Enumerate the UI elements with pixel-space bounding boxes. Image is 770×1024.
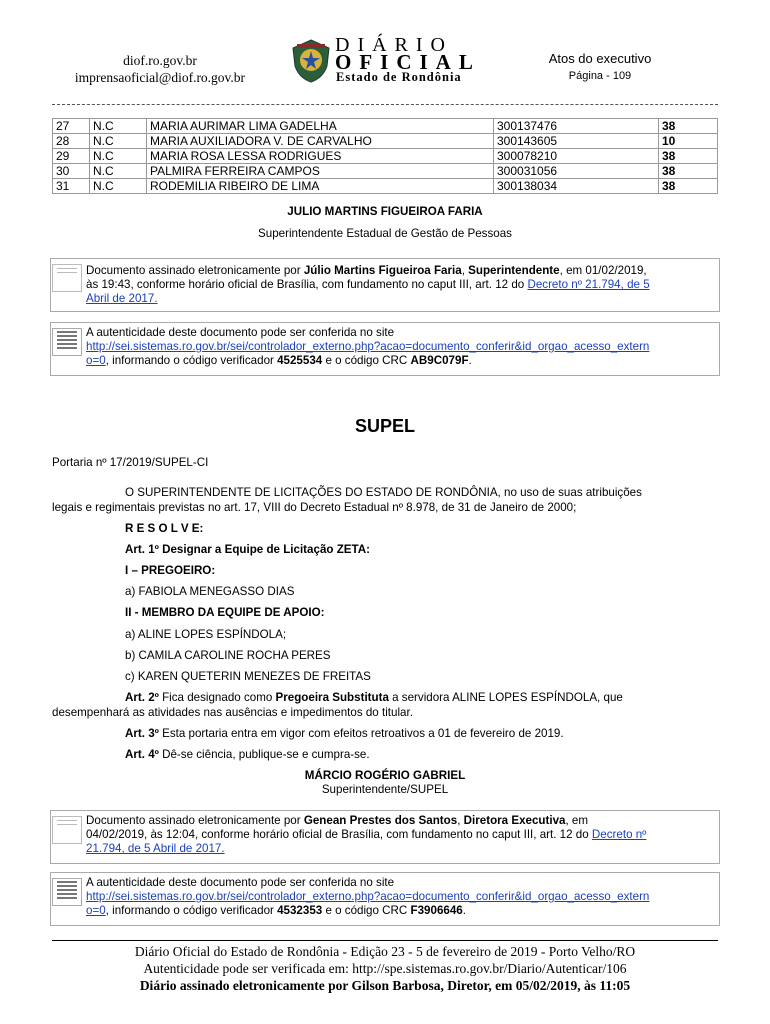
brand-oficial: OFICIAL [335,50,481,74]
brand-estado: Estado de Rondônia [336,70,462,84]
sei-link-1[interactable]: http://sei.sistemas.ro.gov.br/sei/controlador_externo.php?acao=documento_conferir&id_orgao_acesso_extern [86,340,650,353]
qr-code-icon [52,328,82,356]
item-ii-heading: II - MEMBRO DA EQUIPE DE APOIO: [125,606,325,619]
auth1-line3: o=0, informando o código verificador 4525534 e o código CRC AB9C079F. [86,354,472,367]
page-footer [52,940,718,994]
doc2-line3 [86,841,225,857]
table-cell: 38 [659,149,718,164]
sei-link-1b[interactable]: o=0 [86,354,106,367]
table-cell: N.C [90,164,147,179]
signer-role-1: Superintendente Estadual de Gestão de Pessoas [258,227,512,240]
signer-name-2: MÁRCIO ROGÉRIO GABRIEL [304,769,466,782]
article-2-line2: desempenhará as atividades nas ausências e impedimentos do titular. [52,706,413,719]
table-cell: 300031056 [494,164,659,179]
table-cell: 29 [53,149,90,164]
server-list-table [52,118,718,194]
item-ii-c: c) KAREN QUETERIN MENEZES DE FREITAS [125,670,371,683]
table-row [53,134,718,149]
table-cell: 30 [53,164,90,179]
decree-link-1[interactable]: Decreto nº 21.794, de 5 [527,278,650,291]
footer-edition: Diário Oficial do Estado de Rondônia - Edição 23 - 5 de fevereiro de 2019 - Porto Velho/RO [134,944,636,959]
sei-link-2b[interactable]: o=0 [86,904,106,917]
site-url[interactable]: diof.ro.gov.br [123,53,197,68]
doc2-line1: Documento assinado eletronicamente por Genean Prestes dos Santos, Diretora Executiva, em [86,814,589,827]
section-heading-supel: SUPEL [354,416,415,436]
table-row [53,119,718,134]
brand-diario: DIÁRIO [335,34,453,56]
table-cell: MARIA AURIMAR LIMA GADELHA [147,119,494,134]
preamble-line1: O SUPERINTENDENTE DE LICITAÇÕES DO ESTADO DE RONDÔNIA, no uso de suas atribuições [125,486,642,499]
table-cell: 10 [659,134,718,149]
page-number: Página - 109 [568,70,632,82]
table-cell: 28 [53,134,90,149]
table-cell: N.C [90,149,147,164]
table-cell: 300138034 [494,179,659,194]
article-2-line1: Art. 2º Fica designado como Pregoeira Substituta a servidora ALINE LOPES ESPÍNDOLA, que [125,691,623,704]
footer-signature: Diário assinado eletronicamente por Gilson Barbosa, Diretor, em 05/02/2019, às 11:05 [139,978,631,993]
decree-link-1b[interactable]: Abril de 2017. [86,292,158,305]
item-i-a: a) FABIOLA MENEGASSO DIAS [125,585,295,598]
article-3: Art. 3º Esta portaria entra em vigor com efeitos retroativos a 01 de fevereiro de 2019. [125,727,564,740]
article-1: Art. 1º Designar a Equipe de Licitação ZETA: [125,543,370,556]
table-cell: 38 [659,119,718,134]
doc2-line2: 04/02/2019, às 12:04, conforme horário oficial de Brasília, com fundamento no caput III, art. 12 do Decreto nº [86,828,647,841]
signer-role-2: Superintendente/SUPEL [321,783,449,796]
table-cell: N.C [90,119,147,134]
table-cell: MARIA ROSA LESSA RODRIGUES [147,149,494,164]
doc1-line2: às 19:43, conforme horário oficial de Brasília, com fundamento no caput III, art. 12 do Decreto nº 21.794, de 5 [86,278,650,291]
decree-link-2[interactable]: Decreto nº [591,828,647,841]
auth2-line1: A autenticidade deste documento pode ser conferida no site [86,876,395,889]
table-cell: 300137476 [494,119,659,134]
table-cell: 300143605 [494,134,659,149]
portaria-number: Portaria nº 17/2019/SUPEL-CI [52,456,209,469]
resolve-heading: R E S O L V E: [125,522,204,535]
header-contact [55,52,265,86]
table-cell: PALMIRA FERREIRA CAMPOS [147,164,494,179]
footer-authenticity: Autenticidade pode ser verificada em: http://spe.sistemas.ro.gov.br/Diario/Autenticar/106 [143,961,627,976]
header-section [530,51,670,82]
doc1-line3 [86,291,158,307]
signature-seal-icon [52,816,82,844]
section-title: Atos do executivo [548,51,652,66]
state-crest-logo [289,38,333,84]
table-row [53,149,718,164]
table-row [53,179,718,194]
table-cell: 31 [53,179,90,194]
doc1-line1: Documento assinado eletronicamente por Júlio Martins Figueiroa Faria, Superintendente, em 01/02/2019, [86,264,647,277]
table-cell: N.C [90,134,147,149]
qr-code-icon [52,878,82,906]
preamble-line2: legais e regimentais previstas no art. 17, VIII do Decreto Estadual nº 8.978, de 31 de Janeiro de 2000; [52,501,577,514]
contact-email[interactable]: imprensaoficial@diof.ro.gov.br [74,70,246,85]
table-row [53,164,718,179]
auth2-line3: o=0, informando o código verificador 4532353 e o código CRC F3906646. [86,904,466,917]
article-4: Art. 4º Dê-se ciência, publique-se e cumpra-se. [125,748,370,761]
item-ii-b: b) CAMILA CAROLINE ROCHA PERES [125,649,331,662]
sei-link-2[interactable]: http://sei.sistemas.ro.gov.br/sei/controlador_externo.php?acao=documento_conferir&id_orgao_acesso_extern [86,890,650,903]
table-cell: MARIA AUXILIADORA V. DE CARVALHO [147,134,494,149]
table-cell: RODEMILIA RIBEIRO DE LIMA [147,179,494,194]
decree-link-2b[interactable]: 21.794, de 5 Abril de 2017. [86,842,225,855]
table-cell: N.C [90,179,147,194]
item-i-heading: I – PREGOEIRO: [125,564,216,577]
table-cell: 38 [659,179,718,194]
auth1-line1: A autenticidade deste documento pode ser conferida no site [86,326,395,339]
signer-name-1: JULIO MARTINS FIGUEIROA FARIA [287,205,483,218]
signature-seal-icon [52,264,82,292]
table-cell: 27 [53,119,90,134]
table-cell: 38 [659,164,718,179]
table-cell: 300078210 [494,149,659,164]
item-ii-a: a) ALINE LOPES ESPÍNDOLA; [125,628,287,641]
header-divider [52,104,718,105]
